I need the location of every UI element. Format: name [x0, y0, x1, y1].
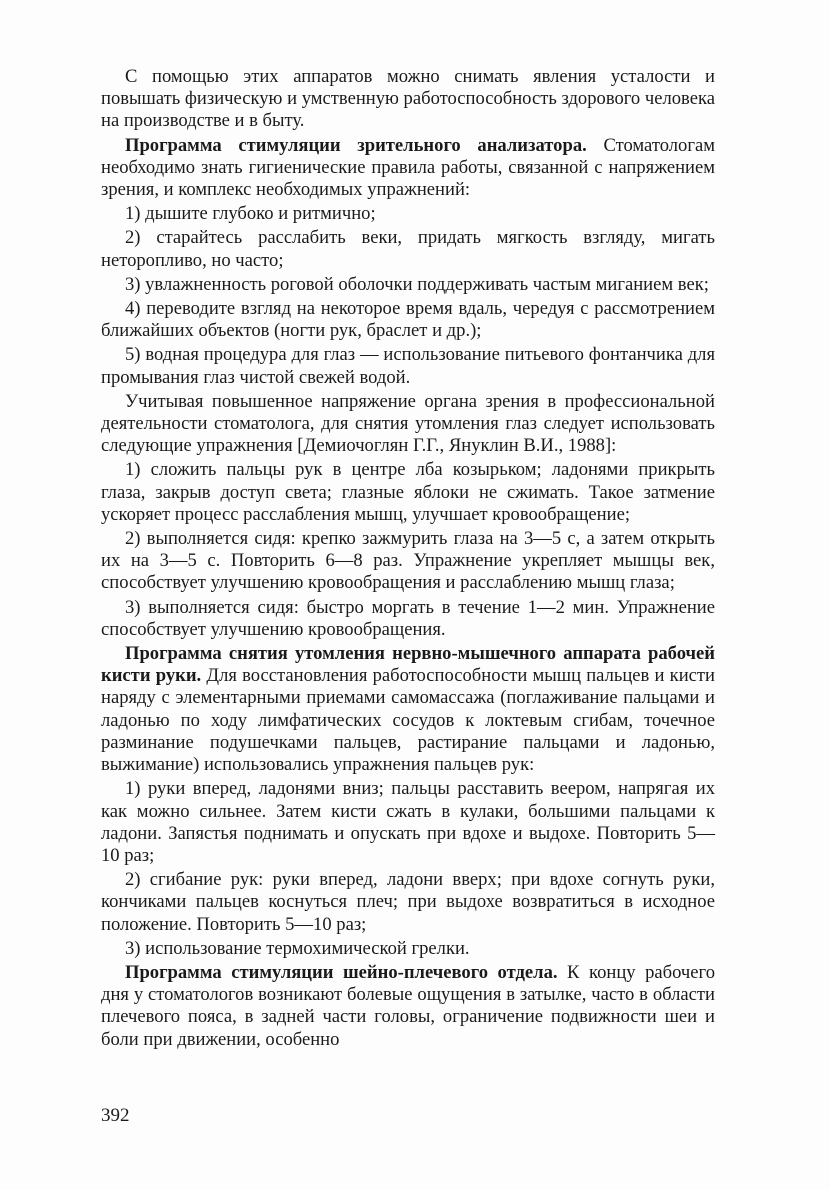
list-item-text: 4) переводите взгляд на некоторое время вдаль, чередуя с рассмотрением ближайших объектов (ногти рук, браслет и др.); [101, 298, 715, 342]
list-item [101, 528, 715, 595]
section-heading-visual: Программа стимуляции зрительного анализатора. [125, 134, 587, 156]
list-item [101, 778, 715, 867]
list-item-text: 3) увлажненность роговой оболочки поддерживать частым миганием век; [125, 273, 709, 295]
page-number: 392 [101, 1105, 130, 1126]
list-item-text: 3) использование термохимической грелки. [125, 937, 470, 959]
list-item-text: 2) сгибание рук: руки вперед, ладони вверх; при вдохе согнуть руки, кончиками пальцев коснуться плеч; при выдохе возвратиться в исходное положение. Повторить 5—10 раз; [101, 869, 715, 935]
list-item [101, 869, 715, 936]
list-item-text: 5) водная процедура для глаз — использование питьевого фонтанчика для промывания глаз чистой свежей водой. [101, 344, 715, 388]
paragraph-text: К концу рабочего дня у стоматологов возникают болевые ощущения в затылке, часто в области плечевого пояса, в задней части головы, ограничение подвижности шеи и боли при движении, особенно [101, 961, 715, 1050]
list-item-text: 3) выполняется сидя: быстро моргать в течение 1—2 мин. Упражнение способствует улучшению кровообращения. [101, 596, 715, 640]
list-item [101, 344, 715, 388]
list-item-text: 1) руки вперед, ладонями вниз; пальцы расставить веером, напрягая их как можно сильнее. Затем кисти сжать в кулаки, большими пальцами к ладони. Запястья поднимать и опускать при вдохе и выдохе. Повторить 5—10 раз; [101, 778, 715, 866]
paragraph-eye-exercises [101, 391, 715, 458]
list-item-text: 2) старайтесь расслабить веки, придать мягкость взгляду, мигать неторопливо, но часто; [101, 227, 715, 271]
list-item [101, 203, 715, 225]
section-heading-neck: Программа стимуляции шейно-плечевого отдела. [125, 961, 558, 983]
paragraph-neck-program [101, 962, 715, 1051]
paragraph-text: Учитывая повышенное напряжение органа зрения в профессиональной деятельности стоматолога, для снятия утомления глаз следует использовать следующие упражнения [Демиочоглян Г.Г., Януклин В.И., 1988]: [101, 390, 715, 457]
list-item [101, 227, 715, 271]
list-item [101, 274, 715, 296]
list-item [101, 298, 715, 342]
paragraph-text: Для восстановления работоспособности мышц пальцев и кисти наряду с элементарными приемами самомассажа (поглаживание пальцами и ладонью по ходу лимфатических сосудов к локтевым сгибам, точечное разминание подушечками пальцев, растирание пальцами и ладонью, выжимание) использовались упражнения пальцев рук: [101, 665, 715, 776]
paragraph-hand-program [101, 643, 715, 776]
paragraph-text: Стоматологам необходимо знать гигиенические правила работы, связанной с напряжением зрения, и комплекс необходимых упражнений: [101, 134, 715, 201]
list-item-text: 1) сложить пальцы рук в центре лба козырьком; ладонями прикрыть глаза, закрыв доступ света; глазные яблоки не сжимать. Такое затмение ускоряет процесс расслабления мышц, улучшает кровообращение; [101, 459, 715, 525]
paragraph-text: С помощью этих аппаратов можно снимать явления усталости и повышать физическую и умственную работоспособность здорового человека на производстве и в быту. [101, 66, 715, 132]
list-item [101, 459, 715, 526]
list-item-text: 1) дышите глубоко и ритмично; [125, 203, 376, 225]
list-item-text: 2) выполняется сидя: крепко зажмурить глаза на 3—5 с, а затем открыть их на 3—5 с. Повторить 6—8 раз. Упражнение укрепляет мышцы век, способствует улучшению кровообращения и расслаблению мышц глаза; [101, 528, 715, 594]
list-item [101, 597, 715, 641]
body-text [101, 66, 715, 1053]
paragraph-visual-program [101, 135, 715, 202]
list-item [101, 938, 715, 960]
section-heading-hand: Программа снятия утомления нервно-мышечного аппарата рабочей кисти руки. [101, 643, 715, 687]
paragraph-intro [101, 66, 715, 133]
